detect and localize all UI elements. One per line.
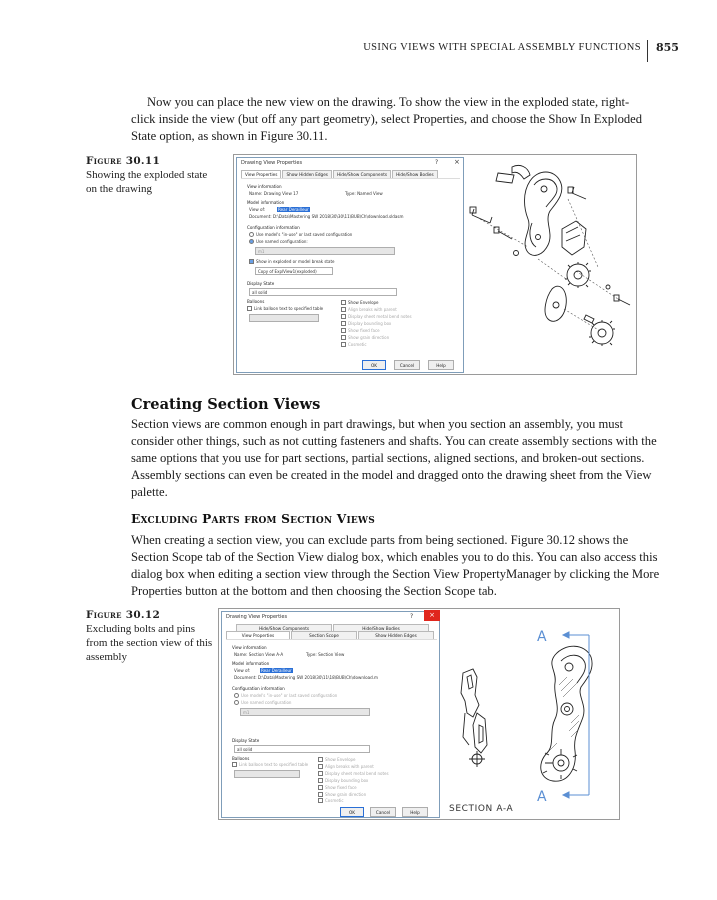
view-of-label: View of: (249, 207, 266, 212)
display-state-select[interactable]: all solid (234, 745, 370, 753)
cancel-button[interactable]: Cancel (370, 807, 396, 817)
running-header (0, 40, 717, 60)
figure-caption-30-11 (86, 154, 216, 196)
tab-show-hidden-edges[interactable]: Show Hidden Edges (358, 631, 434, 639)
model-information-group: Model information (247, 200, 285, 205)
tab-show-hidden-edges[interactable]: Show Hidden Edges (282, 170, 332, 178)
option-grain-direction[interactable]: Show grain direction (341, 335, 389, 340)
dialog-title: Drawing View Properties (226, 614, 288, 620)
view-name: Name: Drawing View 17 (249, 191, 299, 196)
option-fixed-face[interactable]: Show fixed face (318, 785, 357, 790)
figure-30-12 (218, 608, 620, 820)
display-state-group: Display State (247, 281, 275, 286)
dialog-title: Drawing View Properties (241, 160, 303, 166)
use-in-use-radio[interactable]: Use model's "in-use" or last saved configuration (249, 232, 352, 237)
ok-button[interactable]: OK (340, 807, 364, 817)
configuration-information-group: Configuration information (232, 686, 285, 691)
excluding-parts-paragraph: When creating a section view, you can exclude parts from being sectioned. Figure 30.12 shows the Section Scope tab of the Section View dialog box, which enables you to do this. You can also access this dialog box when editing a section view through the Section View PropertyManager by clicking the More Properties button at the bottom and then choosing the Section Scope tab. (131, 533, 660, 598)
use-named-config-radio[interactable]: Use named configuration: (249, 239, 308, 244)
display-state-group: Display State (232, 738, 260, 743)
section-heading-creating-section-views: Creating Section Views (131, 396, 321, 413)
model-information-group: Model information (232, 661, 270, 666)
exploded-assembly-drawing (468, 159, 634, 371)
tab-hide-show-bodies[interactable]: Hide/Show Bodies (333, 624, 429, 632)
view-information-group: View information (247, 184, 282, 189)
intro-paragraph: Now you can place the new view on the drawing. To show the view in the exploded state, right-click inside the view (but off any part geometry), select Properties, and choose the Show In Exploded State option, as shown in Figure 30.11. (131, 95, 643, 143)
option-sheet-metal-notes[interactable]: Display sheet metal bend notes (341, 314, 412, 319)
config-select[interactable]: m1 (240, 708, 370, 716)
view-type: Type: Named View (345, 191, 383, 196)
use-in-use-radio[interactable]: Use model's "in-use" or last saved configuration (234, 693, 337, 698)
dialog-tabs-bottom (226, 631, 435, 639)
tab-underline (241, 178, 460, 179)
display-state-select[interactable]: all solid (249, 288, 397, 296)
balloon-table-select[interactable] (249, 314, 319, 322)
dialog-tabs (241, 170, 439, 178)
tab-view-properties[interactable]: View Properties (241, 170, 281, 178)
section-letter-bottom: A (537, 789, 547, 805)
option-grain-direction[interactable]: Show grain direction (318, 792, 366, 797)
balloons-group: Balloons (232, 756, 250, 761)
section-view-drawing (443, 613, 617, 817)
use-named-config-radio[interactable]: Use named configuration (234, 700, 291, 705)
section-letter-top: A (537, 629, 547, 645)
option-sheet-metal-notes[interactable]: Display sheet metal bend notes (318, 771, 389, 776)
tab-section-scope[interactable]: Section Scope (291, 631, 357, 639)
drawing-view-properties-dialog (221, 611, 440, 818)
section-views-paragraph: Section views are common enough in part drawings, but when you section an assembly, you must consider other things, such as not cutting fasteners and shafts. You can create assembly sections with the same options that you use for part sections, partial sections, aligned sections, and broken-out sections. Assembly sections can even be created in the model and dragged onto the drawing sheet from the View palette. (131, 417, 657, 499)
document-path: Document: D:\Data\Mastering SW 2018\30\30\11\BUB\Ch\download.sldasm (249, 214, 404, 219)
tab-hide-show-bodies[interactable]: Hide/Show Bodies (392, 170, 438, 178)
option-show-envelope[interactable]: Show Envelope (318, 757, 356, 762)
running-header-title: USING VIEWS WITH SPECIAL ASSEMBLY FUNCTIONS (363, 42, 641, 53)
link-balloon-checkbox[interactable]: Link balloon text to specified table (247, 306, 323, 311)
show-exploded-checkbox[interactable]: Show in exploded or model break state (249, 259, 334, 264)
view-information-group: View information (232, 645, 267, 650)
balloons-group: Balloons (247, 299, 265, 304)
help-icon[interactable]: ? (435, 159, 439, 166)
view-type: Type: Section View (306, 652, 345, 657)
figure-caption-text: Excluding bolts and pins from the section view of this assembly (86, 623, 213, 663)
help-icon[interactable]: ? (410, 613, 414, 620)
section-label: SECTION A-A (449, 804, 514, 814)
balloon-table-select[interactable] (234, 770, 300, 778)
tab-hide-show-components[interactable]: Hide/Show Components (333, 170, 391, 178)
figure-30-11 (233, 154, 637, 375)
view-of-label: View of: (234, 668, 251, 673)
tab-hide-show-components[interactable]: Hide/Show Components (236, 624, 332, 632)
exploded-select[interactable]: Copy of ExplView1(exploded) (255, 267, 333, 275)
tab-view-properties[interactable]: View Properties (226, 631, 290, 639)
figure-caption-text: Showing the exploded state on the drawing (86, 169, 208, 195)
view-name: Name: Section View A-A (234, 652, 284, 657)
option-align-breaks[interactable]: Align breaks with parent (318, 764, 374, 769)
option-show-envelope[interactable]: Show Envelope (341, 300, 379, 305)
view-of-value[interactable]: Rear Derailleur (261, 668, 292, 673)
option-cosmetic[interactable]: Cosmetic (318, 798, 344, 803)
subheading-excluding-parts: Excluding Parts from Section Views (131, 512, 375, 526)
ok-button[interactable]: OK (362, 360, 386, 370)
help-button[interactable]: Help (428, 360, 454, 370)
view-of-value[interactable]: Rear Derailleur (278, 207, 309, 212)
drawing-view-properties-dialog (236, 157, 464, 373)
cancel-button[interactable]: Cancel (394, 360, 420, 370)
page-number: 855 (656, 41, 679, 54)
option-bounding-box[interactable]: Display bounding box (318, 778, 368, 783)
link-balloon-checkbox[interactable]: Link balloon text to specified table (232, 762, 308, 767)
figure-label: Figure 30.12 (86, 609, 161, 621)
configuration-information-group: Configuration information (247, 225, 300, 230)
header-divider (647, 40, 648, 62)
option-fixed-face[interactable]: Show fixed face (341, 328, 380, 333)
option-cosmetic[interactable]: Cosmetic (341, 342, 367, 347)
option-align-breaks[interactable]: Align breaks with parent (341, 307, 397, 312)
document-path: Document: D:\Data\Mastering SW 2018\30\11\18\BUB\Ch\download.m (234, 675, 378, 680)
figure-caption-30-12 (86, 608, 216, 664)
close-icon[interactable]: × (424, 610, 440, 621)
tab-underline (226, 639, 437, 640)
help-button[interactable]: Help (402, 807, 428, 817)
option-bounding-box[interactable]: Display bounding box (341, 321, 391, 326)
close-icon[interactable]: × (454, 158, 460, 166)
figure-label: Figure 30.11 (86, 155, 161, 167)
config-select[interactable]: m1 (255, 247, 395, 255)
